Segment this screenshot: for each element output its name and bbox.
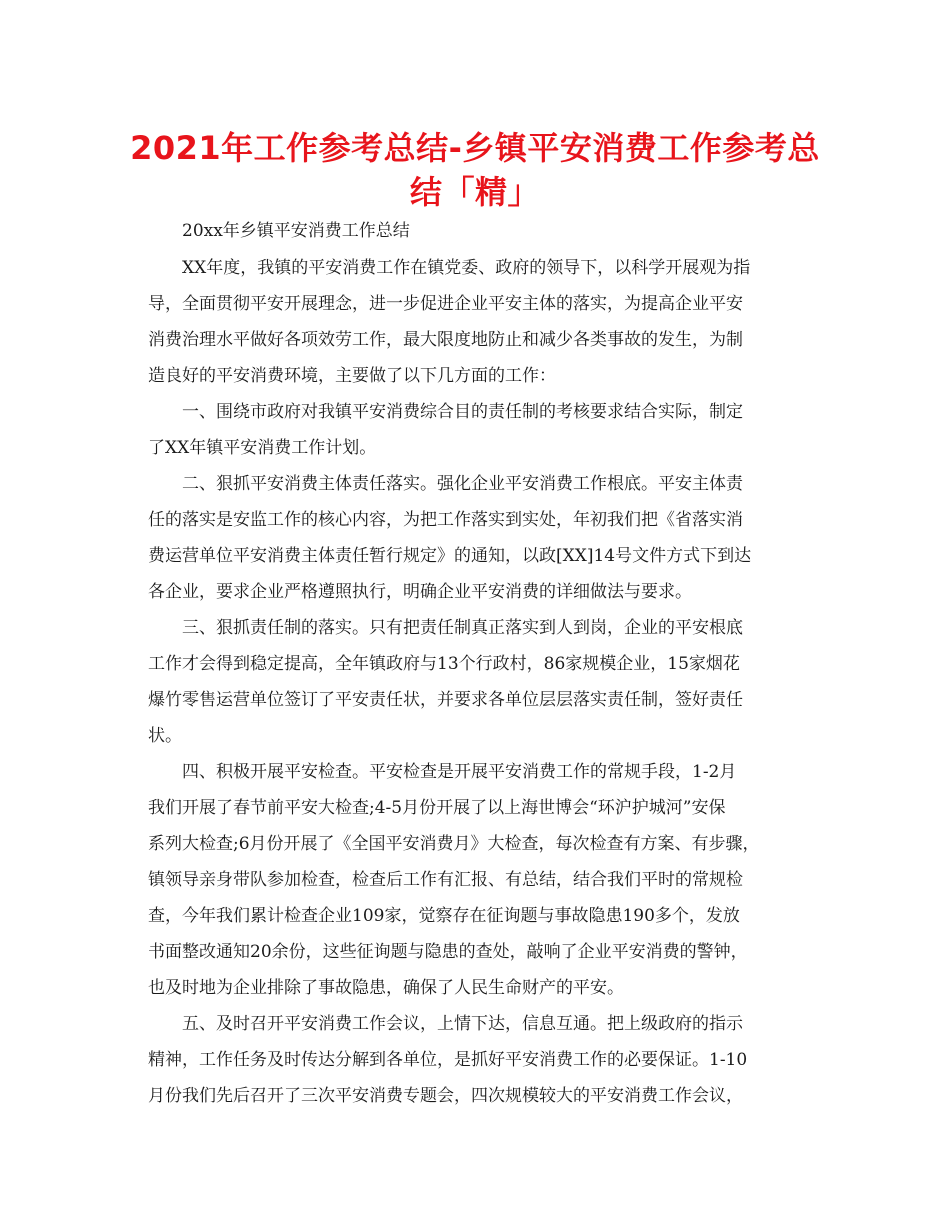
body-line: 查，今年我们累计检查企业109家，觉察存在征询题与事故隐患190多个，发放 bbox=[148, 906, 740, 926]
document-title-line-1: 2021年工作参考总结-乡镇平安消费工作参考总 bbox=[130, 129, 820, 167]
body-line: 五、及时召开平安消费工作会议，上情下达，信息互通。把上级政府的指示 bbox=[182, 1014, 743, 1034]
body-line: 消费治理水平做好各项效劳工作，最大限度地防止和减少各类事故的发生，为制 bbox=[148, 330, 743, 350]
body-line: XX年度，我镇的平安消费工作在镇党委、政府的领导下，以科学开展观为指 bbox=[182, 258, 751, 278]
body-line: 系列大检查;6月份开展了《全国平安消费月》大检查，每次检查有方案、有步骤， bbox=[148, 834, 760, 854]
body-line: 任的落实是安监工作的核心内容，为把工作落实到实处，年初我们把《省落实消 bbox=[148, 510, 743, 530]
body-line: 精神，工作任务及时传达分解到各单位，是抓好平安消费工作的必要保证。1-10 bbox=[148, 1050, 748, 1070]
body-line: 也及时地为企业排除了事故隐患，确保了人民生命财产的平安。 bbox=[148, 978, 624, 998]
body-line: 镇领导亲身带队参加检查，检查后工作有汇报、有总结，结合我们平时的常规检 bbox=[148, 870, 743, 890]
body-line: 月份我们先后召开了三次平安消费专题会，四次规模较大的平安消费工作会议， bbox=[148, 1086, 743, 1106]
body-line: 费运营单位平安消费主体责任暂行规定》的通知，以政[XX]14号文件方式下到达 bbox=[148, 546, 752, 566]
body-line: 各企业，要求企业严格遵照执行，明确企业平安消费的详细做法与要求。 bbox=[148, 582, 692, 602]
body-line: 造良好的平安消费环境，主要做了以下几方面的工作： bbox=[148, 366, 556, 386]
body-line: 工作才会得到稳定提高，全年镇政府与13个行政村，86家规模企业，15家烟花 bbox=[148, 654, 740, 674]
body-line: 四、积极开展平安检查。平安检查是开展平安消费工作的常规手段，1-2月 bbox=[182, 762, 737, 782]
body-line: 爆竹零售运营单位签订了平安责任状，并要求各单位层层落实责任制，签好责任 bbox=[148, 690, 743, 710]
body-line: 我们开展了春节前平安大检查;4-5月份开展了以上海世博会“环沪护城河”安保 bbox=[148, 798, 726, 818]
body-line: 一、围绕市政府对我镇平安消费综合目的责任制的考核要求结合实际，制定 bbox=[182, 402, 743, 422]
body-line: 三、狠抓责任制的落实。只有把责任制真正落实到人到岗，企业的平安根底 bbox=[182, 618, 743, 638]
body-line: 书面整改通知20余份，这些征询题与隐患的查处，敲响了企业平安消费的警钟， bbox=[148, 942, 748, 962]
body-line: 二、狠抓平安消费主体责任落实。强化企业平安消费工作根底。平安主体责 bbox=[182, 474, 743, 494]
body-line: 了XX年镇平安消费工作计划。 bbox=[148, 438, 377, 458]
body-line: 状。 bbox=[148, 726, 182, 746]
document-subtitle: 20xx年乡镇平安消费工作总结 bbox=[182, 221, 410, 241]
document-title-line-2: 结「精」 bbox=[409, 173, 540, 211]
body-line: 导，全面贯彻平安开展理念，进一步促进企业平安主体的落实，为提高企业平安 bbox=[148, 294, 743, 314]
